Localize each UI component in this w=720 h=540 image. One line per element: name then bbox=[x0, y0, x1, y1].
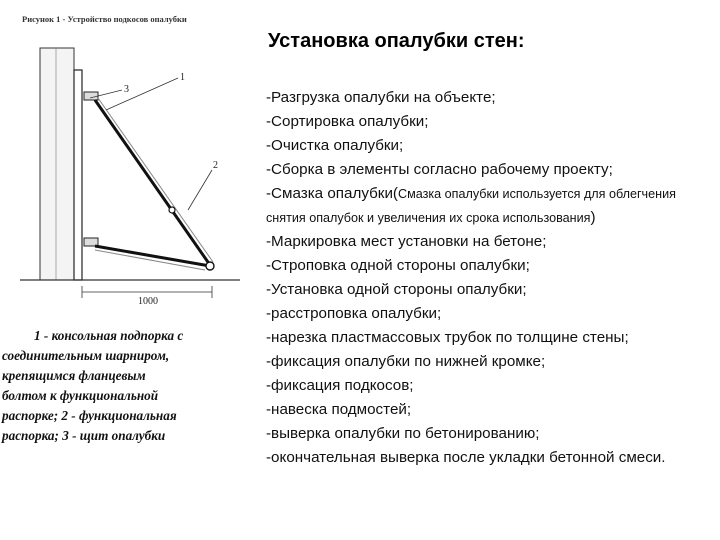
step-item: -Сборка в элементы согласно рабочему проекту; bbox=[266, 161, 613, 178]
step-item: -Сортировка опалубки; bbox=[266, 113, 429, 130]
legend-line: болтом к функциональной bbox=[2, 388, 159, 403]
step-item: -окончательная выверка после укладки бетонной смеси. bbox=[266, 449, 666, 466]
wall-section bbox=[40, 48, 74, 280]
page-title: Установка опалубки стен: bbox=[268, 30, 525, 52]
formwork-brace-drawing bbox=[0, 0, 260, 320]
step-item: -расстроповка опалубки; bbox=[266, 305, 442, 322]
legend-line: крепящимся фланцевым bbox=[2, 368, 146, 383]
callout-3: 3 bbox=[124, 84, 129, 95]
legend-line: 1 - консольная подпорка с bbox=[34, 328, 184, 343]
step-item: -навеска подмостей; bbox=[266, 401, 412, 418]
step-item: -Установка одной стороны опалубки; bbox=[266, 281, 527, 298]
step-item: -Маркировка мест установки на бетоне; bbox=[266, 233, 547, 250]
step-item: -нарезка пластмассовых трубок по толщине стены; bbox=[266, 329, 629, 346]
step-item: -Разгрузка опалубки на объекте; bbox=[266, 89, 496, 106]
legend-line: распорка; 3 - щит опалубки bbox=[2, 428, 166, 443]
legend-line: распорке; 2 - функциональная bbox=[2, 408, 177, 423]
step-item: -фиксация подкосов; bbox=[266, 377, 414, 394]
step-item-lubrication bbox=[266, 182, 716, 230]
dimension-label: 1000 bbox=[138, 296, 158, 307]
callout-1: 1 bbox=[180, 72, 185, 83]
step-item: -Строповка одной стороны опалубки; bbox=[266, 257, 530, 274]
diagonal-brace bbox=[95, 100, 210, 265]
step-lubrication-tail: ) bbox=[590, 209, 596, 226]
figure-legend bbox=[2, 326, 248, 446]
figure-caption: Рисунок 1 - Устройство подкосов опалубки bbox=[22, 14, 187, 24]
hinge bbox=[206, 262, 214, 270]
formwork-panel bbox=[74, 70, 82, 280]
step-item: -Очистка опалубки; bbox=[266, 137, 404, 154]
lower-strut bbox=[95, 246, 210, 266]
steps-list bbox=[266, 86, 716, 470]
upper-bracket bbox=[84, 92, 98, 100]
step-item: -фиксация опалубки по нижней кромке; bbox=[266, 353, 546, 370]
step-item: -выверка опалубки по бетонированию; bbox=[266, 425, 540, 442]
callout-2: 2 bbox=[213, 160, 218, 171]
legend-line: соединительным шарниром, bbox=[2, 348, 170, 363]
step-lubrication-text: -Смазка опалубки( bbox=[266, 185, 398, 202]
step-lubrication-note: Смазка опалубки используется для облегчения снятия опалубок и увеличения их срока использования bbox=[266, 187, 676, 225]
